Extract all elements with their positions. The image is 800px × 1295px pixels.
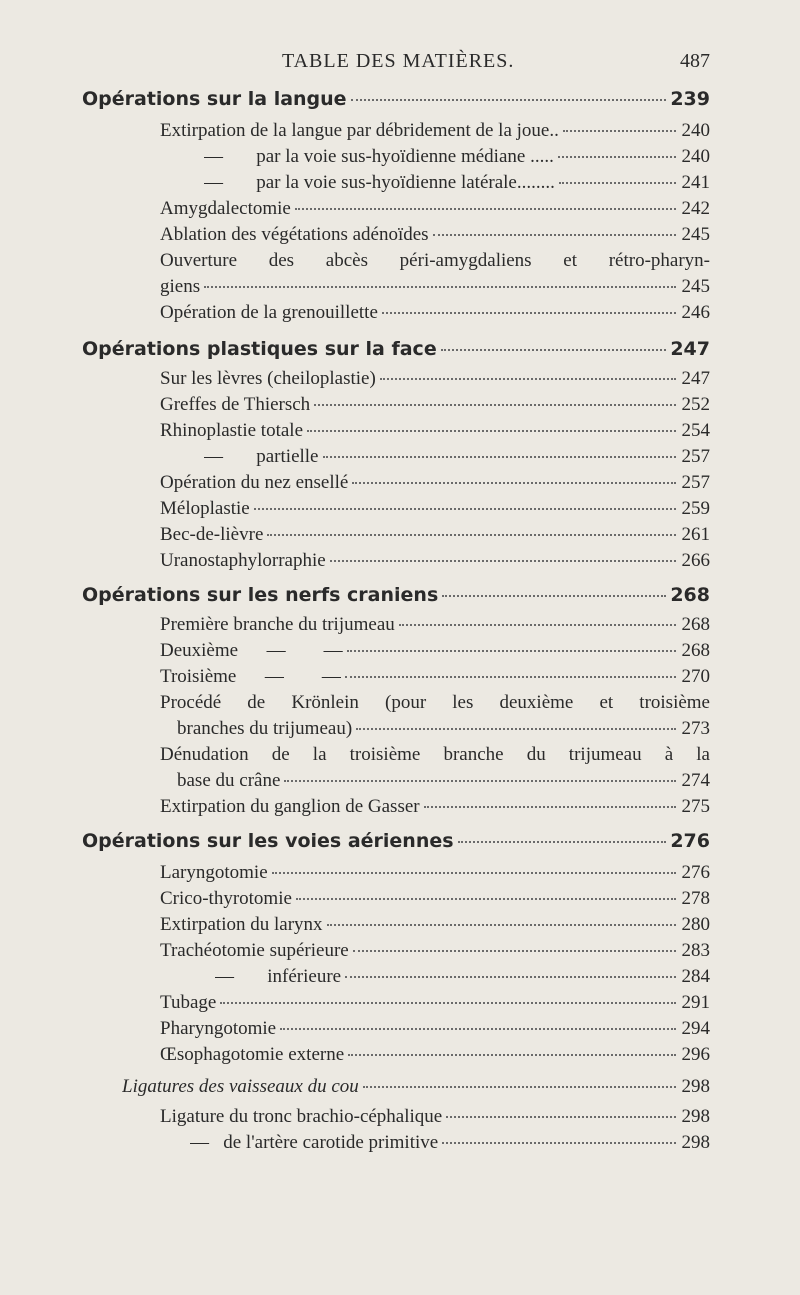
toc-entry: Extirpation du larynx 280 xyxy=(160,914,710,935)
toc-entry: Ligature du tronc brachio-céphalique 298 xyxy=(160,1106,710,1127)
toc-entry: — partielle 257 xyxy=(204,446,710,467)
toc-entry-line1: Ouverture des abcès péri-amygdaliens et rétro-pharyn- xyxy=(160,250,710,271)
toc-entry: Rhinoplastie totale 254 xyxy=(160,420,710,441)
toc-entry: Extirpation du ganglion de Gasser 275 xyxy=(160,796,710,817)
toc-entry: Tubage 291 xyxy=(160,992,710,1013)
toc-entry: Pharyngotomie 294 xyxy=(160,1018,710,1039)
toc-entry: base du crâne 274 xyxy=(177,770,710,791)
section-heading: Opérations sur les nerfs craniens 268 xyxy=(82,584,710,606)
toc-entry: Deuxième — — 268 xyxy=(160,640,710,661)
toc-entry-line1: Dénudation de la troisième branche du trijumeau à la xyxy=(160,744,710,765)
toc-entry: branches du trijumeau) 273 xyxy=(177,718,710,739)
toc-entry: Trachéotomie supérieure 283 xyxy=(160,940,710,961)
toc-entry: Extirpation de la langue par débridement de la joue.. 240 xyxy=(160,120,710,141)
toc-entry: — par la voie sus-hyoïdienne latérale........ 241 xyxy=(204,172,710,193)
toc-entry: Œsophagotomie externe 296 xyxy=(160,1044,710,1065)
toc-entry: Opération de la grenouillette 246 xyxy=(160,302,710,323)
toc-entry: Laryngotomie 276 xyxy=(160,862,710,883)
toc-entry-line1: Procédé de Krönlein (pour les deuxième et troisième xyxy=(160,692,710,713)
toc-entry: giens 245 xyxy=(160,276,710,297)
toc-entry: — inférieure 284 xyxy=(215,966,710,987)
toc-entry: Ablation des végétations adénoïdes 245 xyxy=(160,224,710,245)
toc-entry: Crico-thyrotomie 278 xyxy=(160,888,710,909)
running-title: TABLE DES MATIÈRES. xyxy=(282,50,515,72)
toc-entry: — de l'artère carotide primitive 298 xyxy=(190,1132,710,1153)
toc-entry: — par la voie sus-hyoïdienne médiane ..... 240 xyxy=(204,146,710,167)
section-heading: Opérations plastiques sur la face 247 xyxy=(82,338,710,360)
toc-entry: Greffes de Thiersch 252 xyxy=(160,394,710,415)
section-heading: Ligatures des vaisseaux du cou 298 xyxy=(122,1076,710,1097)
toc-entry: Méloplastie 259 xyxy=(160,498,710,519)
toc-entry: Première branche du trijumeau 268 xyxy=(160,614,710,635)
toc-entry: Amygdalectomie 242 xyxy=(160,198,710,219)
toc-entry: Sur les lèvres (cheiloplastie) 247 xyxy=(160,368,710,389)
toc-entry: Troisième — — 270 xyxy=(160,666,710,687)
toc-entry: Bec-de-lièvre 261 xyxy=(160,524,710,545)
toc-entry: Uranostaphylorraphie 266 xyxy=(160,550,710,571)
page-header xyxy=(0,48,800,78)
section-heading: Opérations sur les voies aériennes 276 xyxy=(82,830,710,852)
page-number: 487 xyxy=(680,50,710,72)
section-heading: Opérations sur la langue 239 xyxy=(82,88,710,110)
toc-entry: Opération du nez ensellé 257 xyxy=(160,472,710,493)
